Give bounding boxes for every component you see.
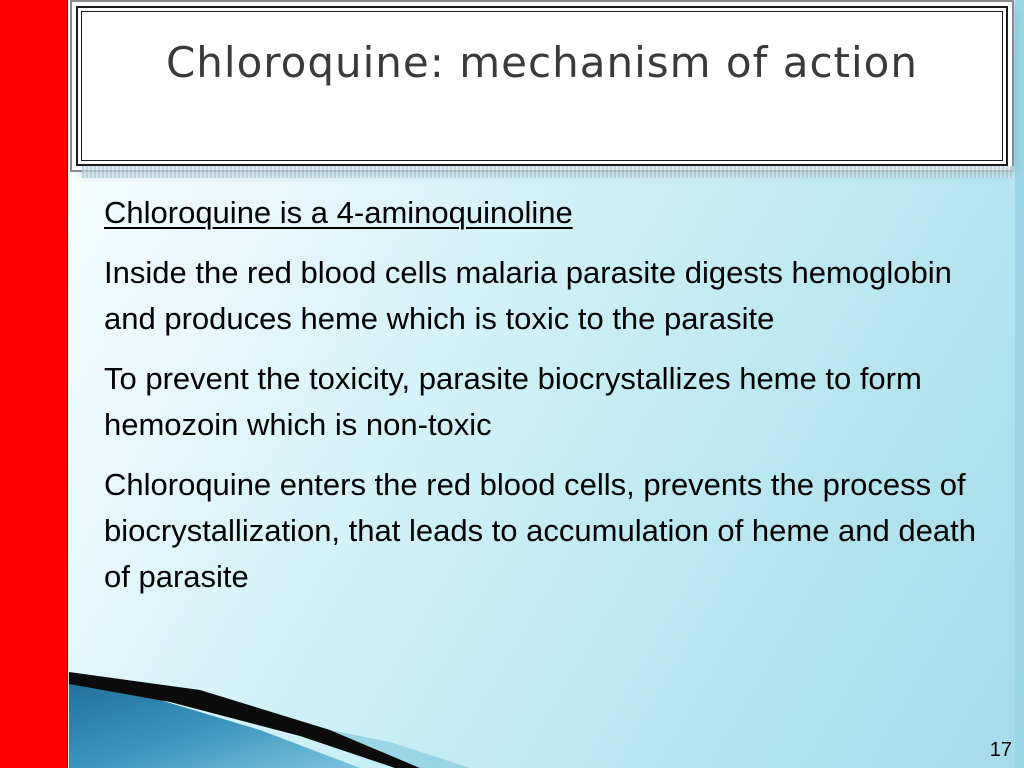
paragraph-biocrystallization: To prevent the toxicity, parasite biocrystallizes heme to form hemozoin which is non-toxic <box>104 361 922 442</box>
subtitle-underlined: Chloroquine is a 4-aminoquinoline <box>104 195 573 230</box>
page-number: 17 <box>989 739 1012 761</box>
paragraph-chloroquine-action: Chloroquine enters the red blood cells, prevents the process of biocrystallization, that leads to accumulation of heme and death of parasite <box>104 467 976 594</box>
paragraph-heme-production: Inside the red blood cells malaria parasite digests hemoglobin and produces heme which is toxic to the parasite <box>104 255 952 336</box>
slide-title: Chloroquine: mechanism of action <box>165 38 918 87</box>
title-box <box>76 6 1008 166</box>
slide-body <box>104 190 984 614</box>
title-shadow-strip <box>82 166 1014 178</box>
